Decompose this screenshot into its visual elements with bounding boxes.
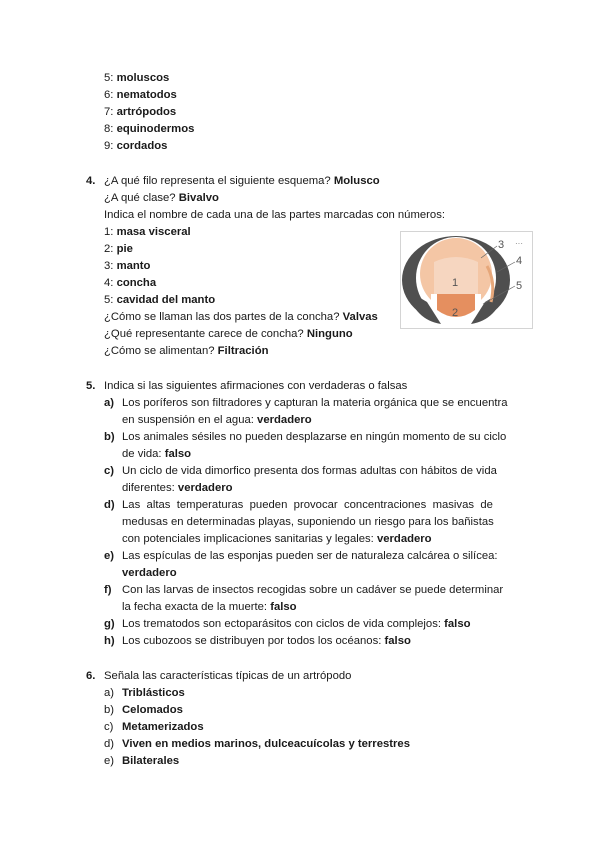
item-letter: b)	[104, 704, 115, 716]
item-answer: equinodermos	[116, 123, 195, 135]
answer-text: verdadero	[122, 567, 177, 579]
statement-text: Un ciclo de vida dimorfico presenta dos formas adultas con hábitos de vida	[122, 465, 497, 477]
statement-text: diferentes:	[122, 482, 175, 494]
statement-text: con potenciales implicaciones sanitarias y legales:	[122, 533, 374, 545]
answer-text: Ninguno	[306, 328, 353, 340]
answer-text: Triblásticos	[122, 687, 185, 699]
statement-text: en suspensión en el agua:	[122, 414, 254, 426]
statement-line	[122, 531, 432, 548]
item-letter: g)	[104, 618, 115, 630]
list-item	[122, 719, 204, 736]
bivalve-diagram-svg	[401, 232, 532, 328]
item-letter: d)	[104, 738, 115, 750]
item-number: 7:	[104, 106, 114, 118]
statement-text: medusas en determinadas playas, suponiendo un riesgo para los bañistas	[122, 516, 494, 528]
item-answer: manto	[116, 260, 151, 272]
part-label: 4	[516, 255, 523, 267]
answer-text: falso	[164, 448, 192, 460]
list-item	[104, 241, 133, 258]
item-number: 2:	[104, 243, 114, 255]
list-item	[122, 685, 185, 702]
item-letter: c)	[104, 721, 114, 733]
statement-line	[122, 599, 297, 616]
list-item	[122, 702, 183, 719]
part-label: 1	[452, 277, 459, 289]
answer-text: Bilaterales	[122, 755, 180, 767]
item-number: 9:	[104, 140, 114, 152]
item-letter: a)	[104, 687, 115, 699]
question-line	[104, 309, 378, 326]
item-answer: masa visceral	[116, 226, 191, 238]
list-item	[122, 736, 410, 753]
item-number: 6:	[104, 89, 114, 101]
statement-text: Con las larvas de insectos recogidas sobre un cadáver se puede determinar	[122, 584, 504, 596]
item-number: 1:	[104, 226, 114, 238]
item-letter: b)	[104, 431, 115, 443]
statement-text: Los cubozoos se distribuyen por todos los océanos:	[122, 635, 382, 647]
answer-text: Bivalvo	[178, 192, 219, 204]
part-label: 2	[452, 307, 459, 319]
item-answer: artrópodos	[116, 106, 177, 118]
question-text: ¿Cómo se alimentan?	[104, 345, 215, 357]
statement-text: Los poríferos son filtradores y capturan la materia orgánica que se encuentra	[122, 397, 508, 409]
list-item	[104, 104, 176, 121]
statement-text: de vida:	[122, 448, 162, 460]
list-item	[104, 224, 191, 241]
item-number: 4:	[104, 277, 114, 289]
question-text: Indica el nombre de cada una de las partes marcadas con números:	[104, 209, 445, 221]
item-answer: concha	[116, 277, 157, 289]
list-item	[122, 753, 179, 770]
question-line	[104, 190, 219, 207]
question-title: Señala las características típicas de un artrópodo	[104, 670, 352, 682]
question-line	[104, 326, 353, 343]
question-number: 5.	[86, 380, 96, 392]
list-item	[104, 87, 177, 104]
list-item	[104, 70, 169, 87]
answer-text: verdadero	[177, 482, 233, 494]
item-answer: nematodos	[116, 89, 177, 101]
item-letter: d)	[104, 499, 115, 511]
answer-text: Metamerizados	[122, 721, 204, 733]
question-number: 4.	[86, 175, 96, 187]
statement-line	[122, 446, 191, 463]
list-item	[104, 275, 156, 292]
question-text: ¿Qué representante carece de concha?	[104, 328, 304, 340]
question-line	[104, 343, 269, 360]
answer-text: falso	[384, 635, 411, 647]
statement-text: Las espículas de las esponjas pueden ser de naturaleza calcárea o silícea:	[122, 550, 498, 562]
item-number: 8:	[104, 123, 114, 135]
more-icon: ···	[515, 239, 523, 248]
answer-text: falso	[444, 618, 471, 630]
statement-line	[122, 565, 177, 582]
item-letter: f)	[104, 584, 112, 596]
bivalve-diagram	[400, 231, 533, 329]
answer-text: Filtración	[217, 345, 269, 357]
statement-line	[122, 412, 312, 429]
item-answer: cordados	[116, 140, 168, 152]
question-text: ¿Cómo se llaman las dos partes de la concha?	[104, 311, 340, 323]
statement-text: la fecha exacta de la muerte:	[122, 601, 268, 613]
list-item	[104, 292, 215, 309]
answer-text: Valvas	[342, 311, 378, 323]
answer-text: falso	[270, 601, 297, 613]
item-letter: h)	[104, 635, 115, 647]
item-letter: c)	[104, 465, 115, 477]
answer-text: Viven en medios marinos, dulceacuícolas y terrestres	[122, 738, 410, 750]
item-letter: e)	[104, 550, 115, 562]
answer-text: verdadero	[257, 414, 312, 426]
part-label: 5	[516, 280, 523, 292]
answer-text: Celomados	[122, 704, 183, 716]
question-text: ¿A qué filo representa el siguiente esquema?	[104, 175, 331, 187]
answer-text: Molusco	[333, 175, 380, 187]
item-letter: a)	[104, 397, 115, 409]
item-number: 5:	[104, 72, 114, 84]
statement-line	[122, 480, 233, 497]
part-label: 3	[498, 239, 505, 251]
statement-line	[122, 616, 471, 633]
statement-text: Los trematodos son ectoparásitos con ciclos de vida complejos:	[122, 618, 441, 630]
item-number: 3:	[104, 260, 114, 272]
list-item	[104, 258, 150, 275]
question-number: 6.	[86, 670, 96, 682]
statement-text: Los animales sésiles no pueden desplazarse en ningún momento de su ciclo	[122, 431, 507, 443]
question-title: Indica si las siguientes afirmaciones con verdaderas o falsas	[104, 380, 408, 392]
item-answer: pie	[116, 243, 133, 255]
statement-text: Las altas temperaturas pueden provocar concentraciones masivas de	[122, 499, 493, 511]
question-text: ¿A qué clase?	[104, 192, 176, 204]
list-item	[104, 121, 194, 138]
item-number: 5:	[104, 294, 114, 306]
question-line	[104, 173, 380, 190]
list-item	[104, 138, 167, 155]
item-answer: moluscos	[116, 72, 170, 84]
answer-text: verdadero	[376, 533, 432, 545]
statement-line	[122, 633, 411, 650]
item-answer: cavidad del manto	[116, 294, 216, 306]
item-letter: e)	[104, 755, 115, 767]
